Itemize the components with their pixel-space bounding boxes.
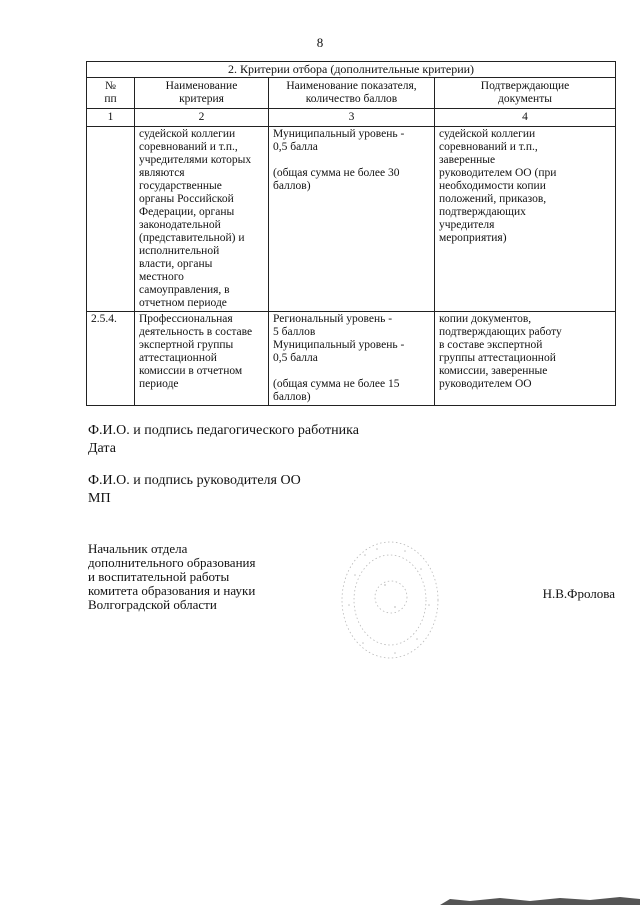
chief-name: Н.В.Фролова — [542, 586, 615, 601]
seal-line: МП — [88, 491, 111, 506]
head-signature-line: Ф.И.О. и подпись руководителя ОО — [88, 473, 301, 488]
table-row — [87, 127, 616, 312]
page-edge-mark — [440, 895, 640, 905]
header-number: № пп — [87, 78, 135, 109]
column-number-row — [87, 109, 616, 127]
date-line: Дата — [88, 441, 116, 456]
table-row — [87, 312, 616, 406]
row-criterion: Профессиональная деятельность в составе экспертной группы аттестационной комиссии в отчетном периоде — [135, 312, 269, 406]
row-indicator: Региональный уровень - 5 баллов Муниципальный уровень - 0,5 балла (общая сумма не более 15 баллов) — [269, 312, 435, 406]
criteria-table — [86, 61, 616, 406]
row-indicator: Муниципальный уровень - 0,5 балла (общая сумма не более 30 баллов) — [269, 127, 435, 312]
chief-title-line: комитета образования и науки — [88, 583, 256, 598]
row-number: 2.5.4. — [87, 312, 135, 406]
header-documents: Подтверждающие документы — [435, 78, 616, 109]
column-number: 4 — [435, 109, 616, 127]
chief-title-line: и воспитательной работы — [88, 569, 230, 584]
table-title-row — [87, 62, 616, 78]
row-criterion: судейской коллегии соревнований и т.п., учредителями которых являются государственные органы Российской Федерации, органы законодательной (представительной) и исполнительной власти, органы местного самоуправления, в отчетном периоде — [135, 127, 269, 312]
chief-title-line: Волгоградской области — [88, 597, 217, 612]
row-documents: копии документов, подтверждающих работу в составе экспертной группы аттестационной комиссии, заверенные руководителем ОО — [435, 312, 616, 406]
column-number: 1 — [87, 109, 135, 127]
row-documents: судейской коллегии соревнований и т.п., заверенные руководителем ОО (при необходимости копии положений, приказов, подтверждающих учредителя мероприятия) — [435, 127, 616, 312]
table-title: 2. Критерии отбора (дополнительные критерии) — [87, 62, 616, 78]
page-number: 8 — [316, 35, 324, 50]
header-criterion: Наименование критерия — [135, 78, 269, 109]
chief-title-block — [88, 542, 255, 612]
column-number: 3 — [269, 109, 435, 127]
column-number: 2 — [135, 109, 269, 127]
official-stamp-icon — [335, 535, 445, 670]
chief-title-line: Начальник отдела — [88, 541, 188, 556]
teacher-signature-block — [88, 422, 359, 458]
chief-title-line: дополнительного образования — [88, 555, 256, 570]
header-indicator: Наименование показателя, количество баллов — [269, 78, 435, 109]
head-signature-block — [88, 472, 301, 508]
table-header-row — [87, 78, 616, 109]
teacher-signature-line: Ф.И.О. и подпись педагогического работника — [88, 423, 359, 438]
row-number — [87, 127, 135, 312]
